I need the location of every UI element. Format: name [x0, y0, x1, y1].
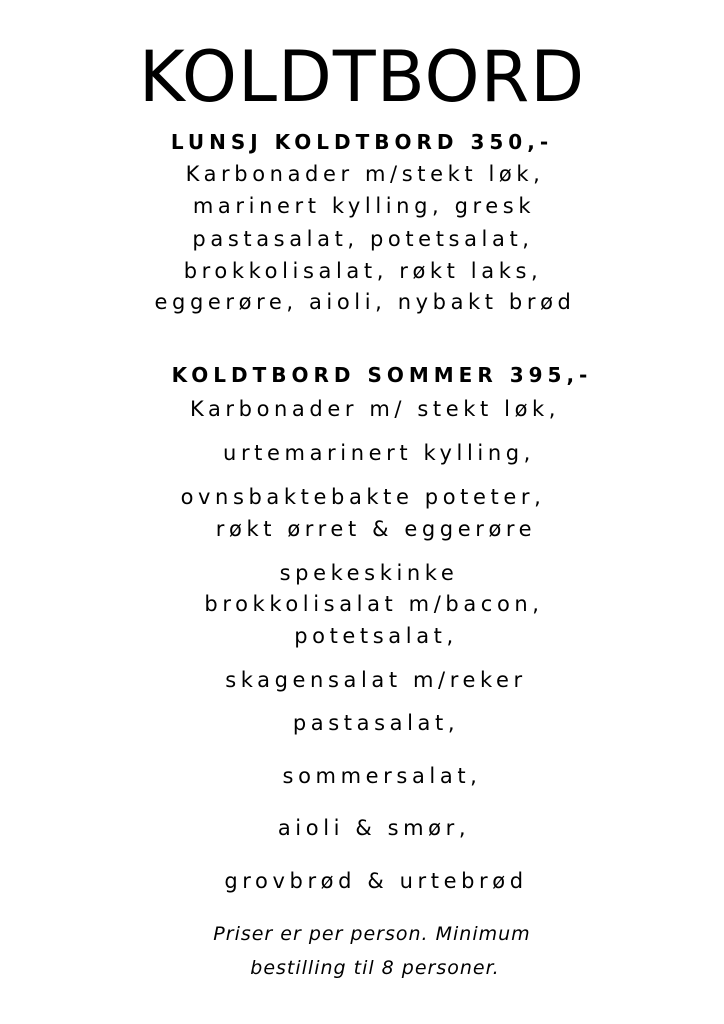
menu-item-line: skagensalat m/reker — [225, 668, 527, 692]
menu-item-line: pastasalat, potetsalat, — [192, 227, 534, 251]
menu-item-line: eggerøre, aioli, nybakt brød — [154, 290, 576, 314]
menu-title: KOLDTBORD — [138, 36, 586, 118]
menu-item-line: røkt ørret & eggerøre — [215, 517, 537, 541]
menu-item-line: Karbonader m/ stekt løk, — [189, 397, 561, 421]
section-heading: LUNSJ KOLDTBORD 350,- — [170, 130, 554, 154]
menu-item-line: pastasalat, — [292, 711, 460, 735]
menu-item-line: potetsalat, — [294, 624, 458, 648]
menu-item-line: marinert kylling, gresk — [192, 194, 536, 218]
menu-item-line: aioli & smør, — [277, 816, 471, 840]
price-note-line: Priser er per person. Minimum — [213, 923, 531, 945]
menu-item-line: brokkolisalat, røkt laks, — [183, 259, 543, 283]
menu-item-line: spekeskinke — [279, 561, 459, 585]
menu-item-line: grovbrød & urtebrød — [224, 869, 528, 893]
price-note-line: bestilling til 8 personer. — [250, 957, 500, 979]
menu-item-line: ovnsbaktebakte poteter, — [180, 485, 546, 509]
menu-item-line: brokkolisalat m/bacon, — [204, 592, 544, 616]
menu-item-line: Karbonader m/stekt løk, — [185, 162, 545, 186]
menu-item-line: urtemarinert kylling, — [223, 441, 535, 465]
menu-item-line: sommersalat, — [282, 764, 482, 788]
section-heading: KOLDTBORD SOMMER 395,- — [171, 363, 593, 387]
